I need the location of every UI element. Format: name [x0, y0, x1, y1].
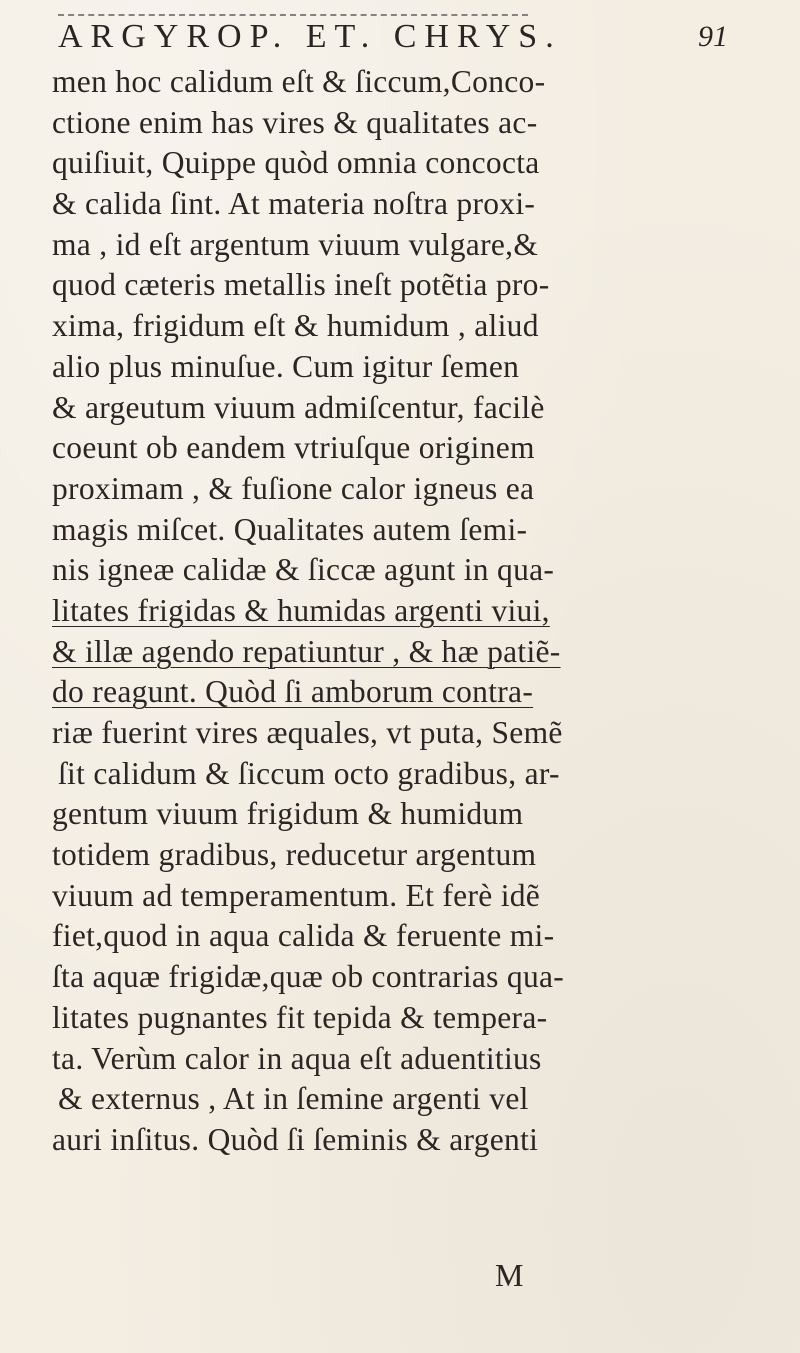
catchword: M [495, 1257, 524, 1293]
page-number: 91 [698, 20, 728, 53]
text-line-underlined: do reagunt. Quòd ſi amborum contra- [52, 674, 534, 710]
text-line: quiſiuit, Quippe quòd omnia concocta [52, 145, 540, 181]
body-text [52, 62, 742, 1161]
running-title: ARGYROP. ET. CHRYS. [58, 18, 562, 55]
text-line: xima, frigidum eſt & humidum , aliud [52, 308, 539, 344]
running-head [58, 16, 728, 56]
text-line: proximam , & fuſione calor igneus ea [52, 470, 535, 506]
text-line-underlined: litates frigidas & humidas argenti viui, [52, 592, 550, 628]
text-line: fiet,quod in aqua calida & feruente mi- [52, 918, 555, 954]
text-line: ſit calidum & ſiccum octo gradibus, ar- [58, 755, 560, 791]
text-line: auri inſitus. Quòd ſi ſeminis & argenti [52, 1121, 539, 1157]
text-line: gentum viuum frigidum & humidum [52, 796, 524, 832]
text-line: viuum ad temperamentum. Et ferè idẽ [52, 877, 541, 913]
text-line: & externus , At in ſemine argenti vel [58, 1081, 529, 1117]
text-line: ma , id eſt argentum viuum vulgare,& [52, 226, 539, 262]
text-line: ctione enim has vires & qualitates ac- [52, 104, 538, 140]
text-line: coeunt ob eandem vtriuſque originem [52, 430, 535, 466]
text-line: & argeutum viuum admiſcentur, facilè [52, 389, 545, 425]
text-line: litates pugnantes fit tepida & tempera- [52, 999, 548, 1035]
text-line: quod cæteris metallis ineſt potẽtia pro- [52, 267, 550, 303]
text-line: & calida ſint. At materia noſtra proxi- [52, 186, 536, 222]
text-line: totidem gradibus, reducetur argentum [52, 837, 537, 873]
text-line: men hoc calidum eſt & ſiccum,Conco- [52, 64, 546, 99]
text-line: alio plus minuſue. Cum igitur ſemen [52, 348, 520, 384]
text-line: ſta aquæ frigidæ,quæ ob contrarias qua- [52, 959, 565, 995]
text-line: nis igneæ calidæ & ſiccæ agunt in qua- [52, 552, 555, 588]
text-line: magis miſcet. Qualitates autem ſemi- [52, 511, 528, 547]
text-line: riæ fuerint vires æquales, vt puta, Semẽ [52, 715, 563, 750]
text-line: ta. Verùm calor in aqua eſt aduentitius [52, 1040, 542, 1076]
text-line-underlined: & illæ agendo repatiuntur , & hæ patiẽ- [52, 633, 561, 669]
